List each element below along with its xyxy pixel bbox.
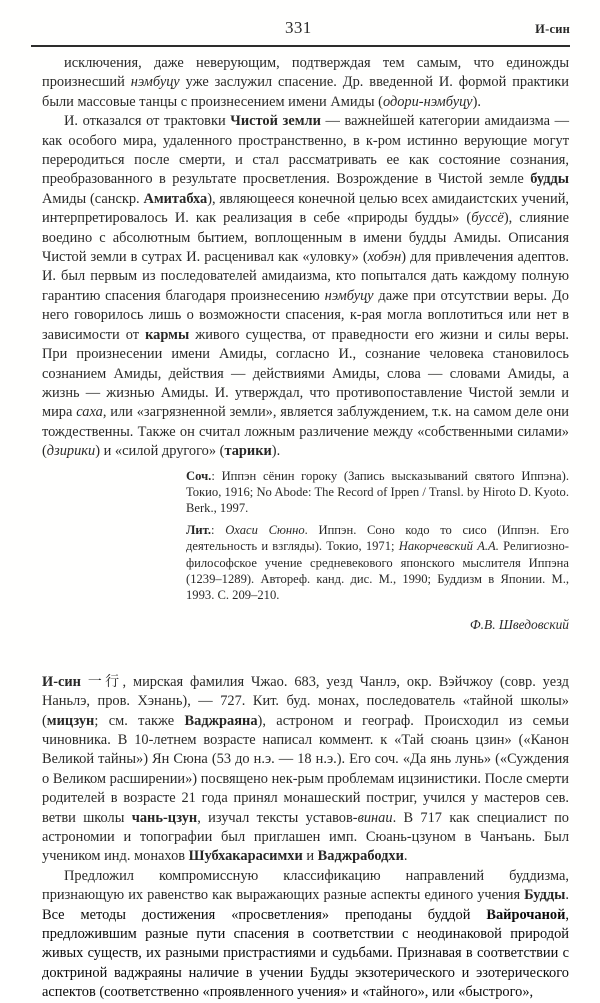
header-rule xyxy=(31,45,570,47)
references-block xyxy=(186,468,569,604)
paragraph-continuation: исключения, даже неверующим, подтверждая тем самым, что единожды произнесший нэмбуцу уже заслужил спасение. Др. введенной И. формой практики были массовые танцы с произнесением имени Амиды (одори-нэмбуцу). xyxy=(42,55,569,110)
entry-ixing-headword-paragraph: И-син 一行, мирская фамилия Чжао. 683, уезд Чанлэ, окр. Вэйчжоу (совр. уезд Наньлэ, пров. Хэнань), — 727. Кит. буд. монах, последователь «тайной школы» (мицзун; см. также Ваджраяна), астроном и географ. Происходил из семьи чиновника. В 10-летнем возрасте написал коммент. к «Тай сюань цзин» («Канон Великой тайны») Ян Сюна (53 до н.э. — 18 н.э.). Его соч. «Да янь лунь» («Суждения о Великом расширении») посвящено нек-рым проблемам ицзинистики. После смерти родителей в возрасте 21 года принял монашеский постриг, учился у мастеров сев. ветви школы чань-цзун, изучал тексты уставов-винаи. В 717 как специалист по астрономии и топографии был приглашен имп. Сюань-цзуном в Чанъань. Был учеником инд. монахов Шубхакарасимхи и Ваджрабодхи. xyxy=(42,673,569,865)
reference-works: Соч.: Иппэн сёнин гороку (Запись высказываний святого Иппэна). Токио, 1916; No Abode: The Record of Ippen / Transl. by Hiroto D. Kyoto. Berk., 1997. xyxy=(186,468,569,516)
text-column xyxy=(42,54,569,1003)
page-header xyxy=(30,18,570,44)
page-number: 331 xyxy=(285,18,312,37)
entry-separator xyxy=(42,633,569,673)
running-head: И-син xyxy=(535,22,570,36)
article-author-signature: Ф.В. Шведовский xyxy=(469,616,569,632)
reference-literature: Лит.: Охаси Сюнно. Иппэн. Соно кодо то сисо (Иппэн. Его деятельность и взгляды). Токио, 1971; Накорчевский А.А. Религиозно-философское учение средневекового японского мыслителя Иппэна (1239–1289). Автореф. канд. дис. М., 1990; Буддизм в Японии. М., 1993. С. 209–210. xyxy=(186,522,569,603)
entry-ixing-paragraph-classification: Предложил компромиссную классификацию направлений буддизма, признающую их равенство как выражающих разные аспекты единого учения Будды. Все методы достижения «просветления» преподаны буддой Вайрочаной, предложившим разные пути спасения в соответствии с неодинаковой природой живых существ, их разными пристрастиями и судьбами. Признавая в соответствии с доктриной ваджраяны наличие в учении Будды экзотерического и эзотерического аспектов (соответственно «проявленного учения» и «тайного», или «быстрого», xyxy=(42,867,569,1001)
paragraph-pure-land: И. отказался от трактовки Чистой земли — важнейшей категории амидаизма — как особого мира, удаленного пространственно, в к-ром истинно верующие могут переродиться после смерти, и стал рассматривать ее как состояние сознания, преобразованного в результате просветления. Возрождение в Чистой земле будды Амиды (санскр. Амитабха), являющееся конечной целью всех амидаистских учений, интерпретировалось И. как реализация в себе «природы будды» (буссё), слияние воедино с абсолютным бытием, воплощенным в имени будды Амиды. Описания Чистой земли в сутрах И. расценивал как «уловку» (хобэн) для привлечения адептов. И. был первым из последователей амидаизма, кто попытался дать каждому полную гарантию спасения благодаря произнесению нэмбуцу даже при отсутствии веры. До него говорилось лишь о возможности спасения, к-рая могла воплотиться или нет в зависимости от кармы живого существа, от праведности его жизни и силы веры. При произнесении имени Амиды, согласно И., сознание человека становилось сознанием Амиды, действия — действиями Амиды, слова — словами Амиды, а жизнь — жизнью Амиды. И. утверждал, что противопоставление Чистой земли и мира саха, или «загрязненной земли», является заблуждением, т.к. на самом деле они тождественны. Также он считал ложным различение между «собственными силами» (дзирики) и «силой другого» (тарики). xyxy=(42,113,569,460)
